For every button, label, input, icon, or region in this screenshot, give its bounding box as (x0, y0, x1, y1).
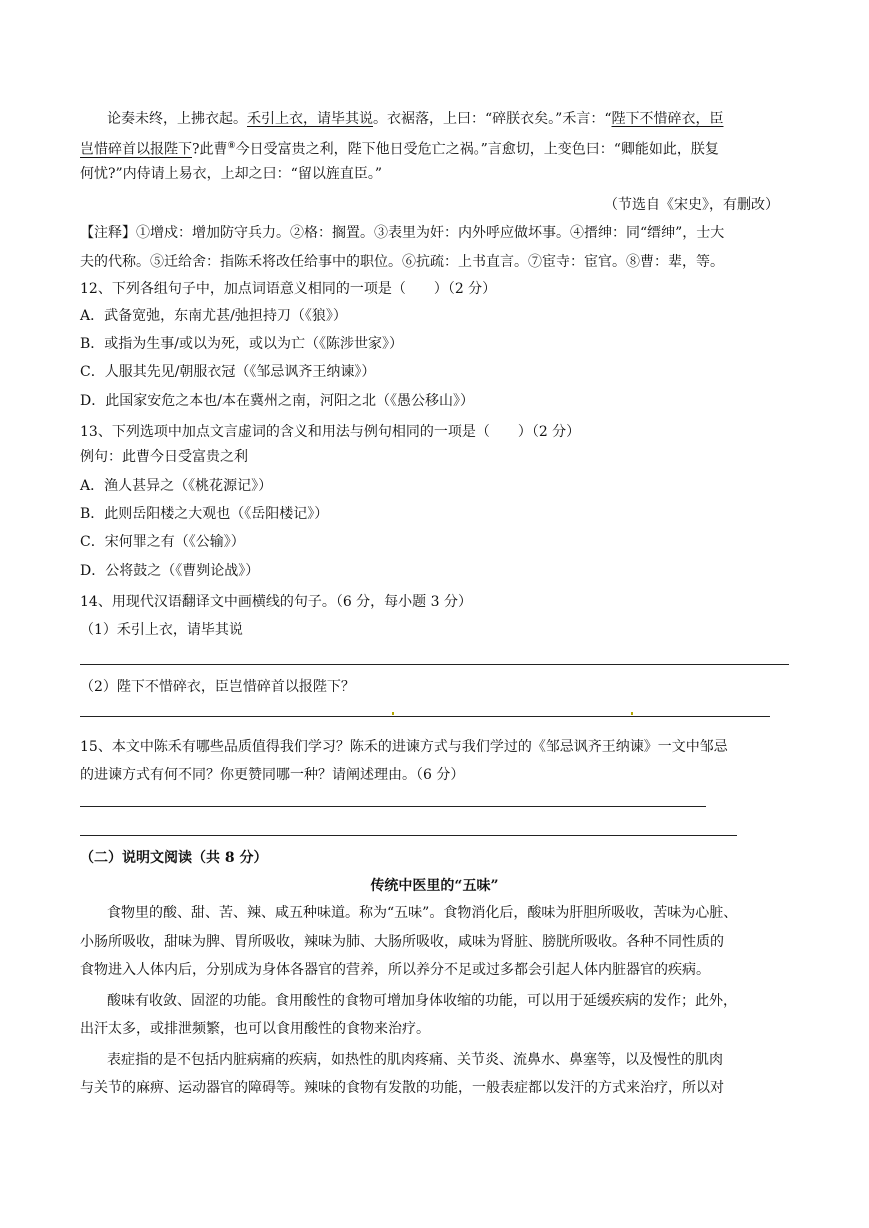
paragraph-1-line-2: 小肠所吸收，甜味为脾、胃所吸收，辣味为肺、大肠所吸收，咸味为肾脏、膀胱所吸收。各种不同性质的 (80, 934, 724, 950)
answer-line[interactable] (80, 835, 737, 836)
mark-tick (392, 712, 394, 715)
paragraph-3-line-1: 表症指的是不包括内脏病痛的疾病，如热性的肌肉疼痛、关节炎、流鼻水、鼻塞等，以及慢性的肌肉 (107, 1052, 723, 1068)
q15-line-2: 的进谏方式有何不同？你更赞同哪一种？请阐述理由。（6 分） (80, 767, 465, 783)
passage-text: 论奏未终，上拂衣起。 (107, 111, 247, 127)
underlined-sentence-2: 陛下不惜碎衣，臣 (611, 111, 724, 127)
underlined-sentence-1: 禾引上衣，请毕其说 (247, 111, 373, 127)
q12-option-b: B．或指为生事/或以为死，或以为亡（《陈涉世家》） (80, 336, 404, 352)
q13-example: 例句：此曹今日受富贵之利 (80, 449, 248, 465)
paragraph-1-line-3: 食物进入人体内后，分别成为身体各器官的营养，所以养分不足或过多都会引起人体内脏器官的疾病。 (80, 962, 710, 978)
q14-sentence-1: （1）禾引上衣，请毕其说 (80, 622, 243, 638)
passage-line-1 (107, 109, 723, 129)
q14-stem: 14、用现代汉语翻译文中画横线的句子。（6 分，每小题 3 分） (80, 594, 472, 610)
q13-option-c: C．宋何罪之有（《公输》） (80, 534, 245, 550)
answer-line[interactable] (80, 716, 770, 717)
notes-line-2: 夫的代称。⑤迁给舍：指陈禾将改任给事中的职位。⑥抗疏：上书直言。⑦宦寺：宦官。⑧曹：辈，等。 (80, 254, 724, 270)
paragraph-2-line-2: 出汗太多，或排泄频繁，也可以食用酸性的食物来治疗。 (80, 1021, 430, 1037)
passage-source: （节选自《宋史》，有删改） (604, 197, 779, 213)
notes-line-1: 【注释】①增戍：增加防守兵力。②格：搁置。③表里为奸：内外呼应做坏事。④搢绅：同“缙绅”，士大 (80, 225, 725, 241)
mark-tick (631, 712, 633, 715)
q13-option-b: B．此则岳阳楼之大观也（《岳阳楼记》） (80, 506, 329, 522)
footnote-marker: ⑧ (227, 141, 236, 151)
q13-option-a: A．渔人甚异之（《桃花源记》） (80, 478, 273, 494)
q12-option-c: C．人服其先见/朝服衣冠（《邹忌讽齐王纳谏》） (80, 364, 376, 380)
section-heading: （二）说明文阅读（共 8 分） (80, 850, 268, 866)
paragraph-2-line-1: 酸味有收敛、固涩的功能。食用酸性的食物可增加身体收缩的功能，可以用于延缓疾病的发作；此外， (107, 993, 737, 1009)
answer-line[interactable] (80, 806, 706, 807)
q15-line-1: 15、本文中陈禾有哪些品质值得我们学习？陈禾的进谏方式与我们学过的《邹忌讽齐王纳谏》一文中邹忌 (80, 739, 728, 755)
q13-option-d: D．公将鼓之（《曹刿论战》） (80, 563, 260, 579)
q12-option-a: A．武备宽弛，东南尤甚/弛担持刀（《狼》） (80, 308, 347, 324)
paragraph-1-line-1: 食物里的酸、甜、苦、辣、咸五种味道。称为“五味”。食物消化后，酸味为肝胆所吸收，苦味为心脏、 (107, 905, 738, 921)
underlined-sentence-2-cont: 岂惜碎首以报陛下 (80, 141, 192, 158)
article-title: 传统中医里的“五味” (370, 878, 499, 894)
passage-text: 。衣裾落，上曰：“碎朕衣矣。”禾言：“ (373, 111, 612, 127)
q14-sentence-2: （2）陛下不惜碎衣，臣岂惜碎首以报陛下？ (80, 679, 355, 695)
passage-text: ?此曹 (192, 141, 228, 158)
passage-line-2 (80, 136, 719, 160)
passage-text: 今日受富贵之利，陛下他日受危亡之祸。”言愈切，上变色曰：“卿能如此，朕复 (235, 141, 719, 158)
q12-stem: 12、下列各组句子中，加点词语意义相同的一项是（ ）（2 分） (80, 281, 497, 297)
paragraph-3-line-2: 与关节的麻痹、运动器官的障碍等。辣味的食物有发散的功能，一般表症都以发汗的方式来治疗，所以对 (80, 1080, 724, 1096)
answer-line[interactable] (80, 664, 789, 665)
q13-stem: 13、下列选项中加点文言虚词的含义和用法与例句相同的一项是（ ）（2 分） (80, 424, 581, 440)
q12-option-d: D．此国家安危之本也/本在冀州之南，河阳之北（《愚公移山》） (80, 393, 474, 409)
passage-line-3: 何忧?”内侍请上易衣，上却之曰：“留以旌直臣。” (80, 166, 382, 182)
